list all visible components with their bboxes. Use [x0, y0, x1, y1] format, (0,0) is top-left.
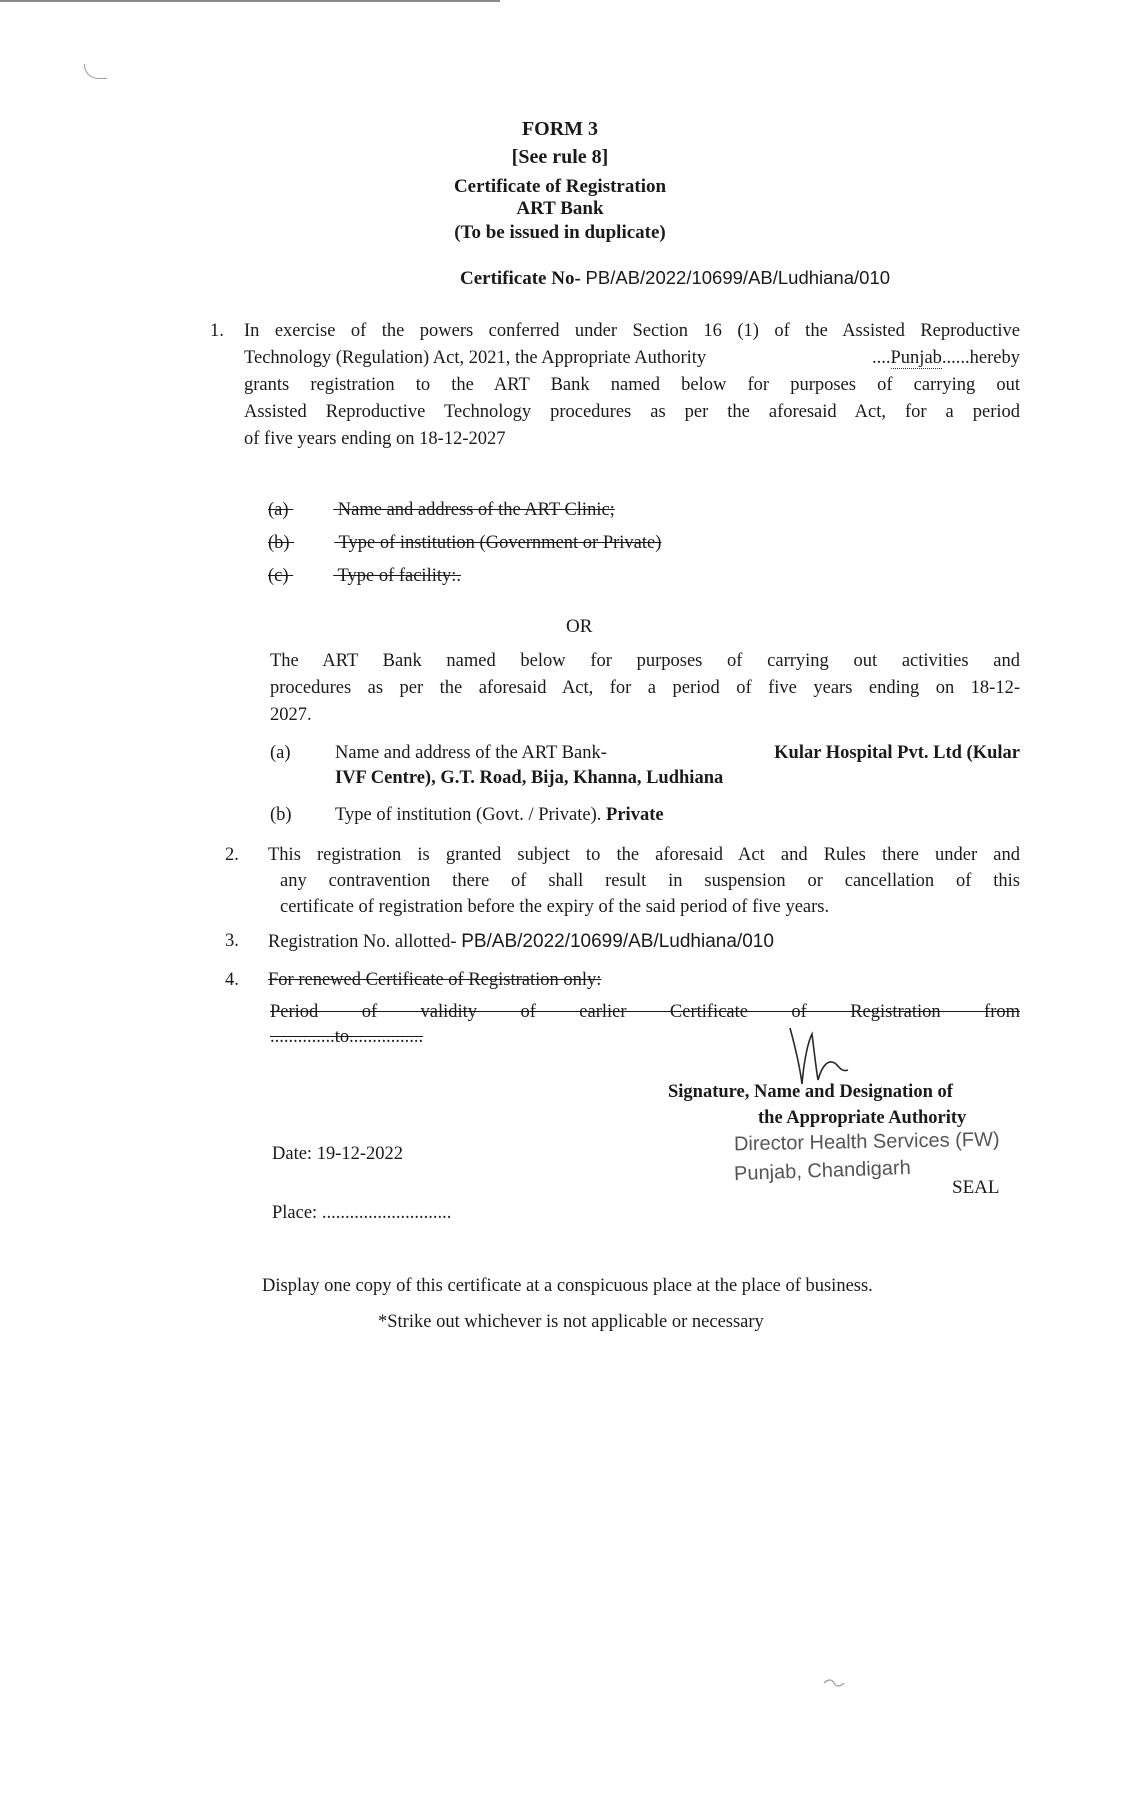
struck-clinic-a-text: Name and address of the ART Clinic;	[337, 500, 615, 520]
struck-clinic-c-text: Type of facility:.	[337, 566, 462, 586]
stamp-line-2: Punjab, Chandigarh	[733, 1156, 912, 1186]
item-1-line-4: Assisted Reproductive Technology procedures as per the aforesaid Act, for a period	[244, 402, 1020, 422]
dots-after: ......	[941, 348, 970, 368]
certificate-number-label: Certificate No-	[460, 268, 581, 289]
item-1-line-3: grants registration to the ART Bank named below for purposes of carrying out	[244, 375, 1020, 395]
certificate-number-value: PB/AB/2022/10699/AB/Ludhiana/010	[585, 267, 891, 288]
item-2-line-1: This registration is granted subject to the aforesaid Act and Rules there under and	[268, 845, 1020, 865]
bank-para-line-1: The ART Bank named below for purposes of carrying out activities and	[270, 651, 1020, 671]
appropriate-authority-field	[872, 345, 970, 372]
bank-a-label: (a)	[270, 743, 291, 763]
seal-label: SEAL	[952, 1177, 1000, 1198]
bank-b-label: (b)	[270, 805, 292, 825]
place-label: Place:	[272, 1203, 318, 1223]
certificate-number	[460, 267, 890, 290]
item-2-line-2: any contravention there of shall result in suspension or cancellation of this	[280, 871, 1020, 891]
scan-speck	[822, 1677, 846, 1691]
rule-reference: [See rule 8]	[511, 146, 609, 168]
item-1-hereby: hereby	[969, 348, 1020, 368]
item-4-number: 4.	[225, 970, 239, 990]
struck-clinic-c	[268, 563, 461, 590]
scan-mark	[84, 64, 107, 79]
dots-before: ....	[872, 348, 891, 368]
item-1-line-2-text: Technology (Regulation) Act, 2021, the Appropriate Authority	[244, 348, 707, 368]
bank-a-name-line-1: Kular Hospital Pvt. Ltd (Kular	[774, 743, 1020, 763]
item-1-line-2	[244, 345, 1020, 372]
handwritten-signature	[778, 1020, 858, 1090]
appropriate-authority-value: Punjab	[890, 348, 942, 368]
bank-a-line-1	[335, 740, 1020, 767]
struck-clinic-a	[268, 497, 615, 524]
bank-a-prefix: Name and address of the ART Bank-	[335, 743, 607, 763]
item-1-line-5: of five years ending on 18-12-2027	[244, 429, 506, 449]
item-4-line-1: For renewed Certificate of Registration only:	[268, 970, 602, 990]
bank-para-line-3: 2027.	[270, 705, 312, 725]
bank-b-line	[335, 802, 664, 829]
or-divider: OR	[566, 616, 593, 637]
stamp-line-1: Director Health Services (FW)	[733, 1128, 1000, 1156]
place-line	[272, 1200, 451, 1227]
item-2-line-3: certificate of registration before the expiry of the said period of five years.	[280, 897, 830, 917]
bank-heading: ART Bank	[516, 198, 604, 219]
bank-a-name-line-2: IVF Centre), G.T. Road, Bija, Khanna, Ludhiana	[335, 768, 724, 788]
registration-number-value: PB/AB/2022/10699/AB/Ludhiana/010	[461, 931, 774, 952]
institution-type-value: Private	[606, 805, 664, 825]
struck-clinic-a-label: (a)	[268, 500, 289, 520]
scan-edge-line	[0, 0, 500, 2]
issued-note: (To be issued in duplicate)	[454, 222, 666, 243]
registration-number-label: Registration No. allotted-	[268, 932, 457, 952]
display-note: Display one copy of this certificate at a conspicuous place at the place of business.	[262, 1276, 873, 1296]
form-title: FORM 3	[521, 118, 599, 140]
struck-clinic-b	[268, 530, 661, 557]
place-value: ............................	[321, 1203, 452, 1223]
signature-line-1: Signature, Name and Designation of	[668, 1082, 953, 1102]
struck-clinic-c-label: (c)	[268, 566, 289, 586]
item-1-line-1: In exercise of the powers conferred under Section 16 (1) of the Assisted Reproductive	[244, 321, 1020, 341]
item-1-number: 1.	[210, 321, 224, 341]
item-3-line	[268, 928, 774, 956]
item-4-line-2: Period of validity of earlier Certificate of Registration from	[270, 1002, 1020, 1022]
bank-b-prefix: Type of institution (Govt. / Private).	[335, 805, 602, 825]
date-value: 19-12-2022	[316, 1144, 404, 1164]
strike-note: *Strike out whichever is not applicable or necessary	[378, 1312, 764, 1332]
item-4-line-3: ..............to................	[270, 1027, 424, 1047]
item-2-number: 2.	[225, 845, 239, 865]
struck-clinic-b-text: Type of institution (Government or Private)	[338, 533, 662, 553]
certificate-title: Certificate of Registration	[453, 176, 667, 197]
struck-clinic-b-label: (b)	[268, 533, 290, 553]
date-line	[272, 1141, 403, 1168]
item-3-number: 3.	[225, 931, 239, 951]
date-label: Date:	[272, 1144, 313, 1164]
signature-line-2: the Appropriate Authority	[758, 1108, 967, 1128]
bank-para-line-2: procedures as per the aforesaid Act, for a period of five years ending on 18-12-	[270, 678, 1020, 698]
